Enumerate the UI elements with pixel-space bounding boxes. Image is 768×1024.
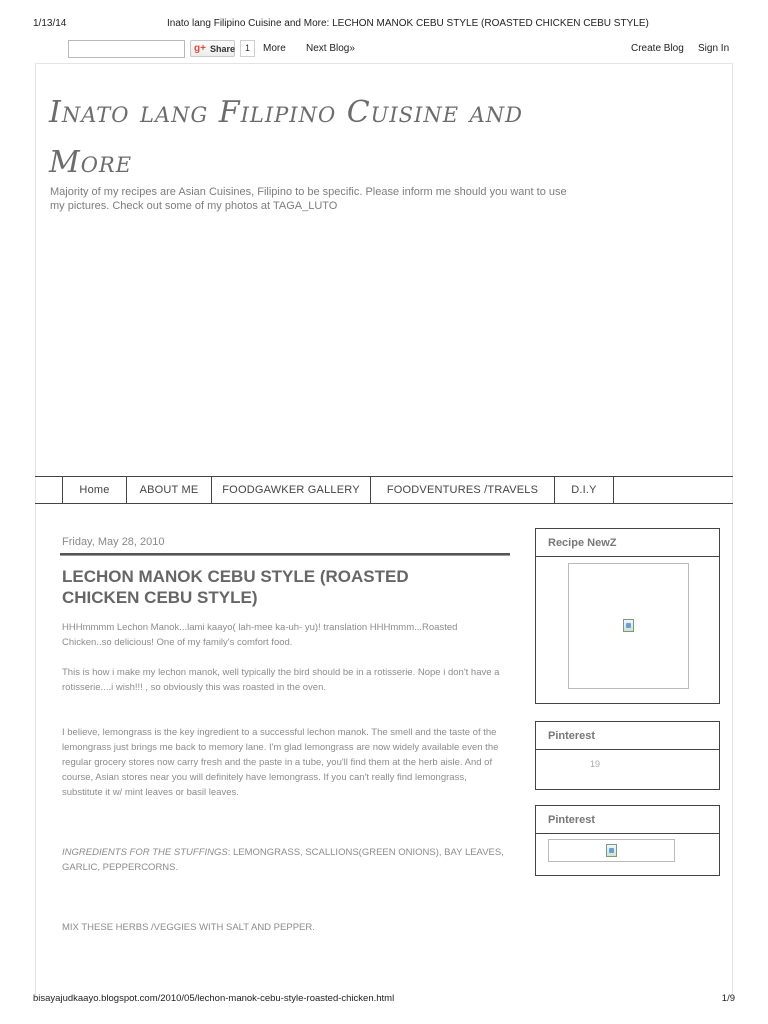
blogger-navbar [33, 38, 735, 62]
google-plus-share-button[interactable] [190, 40, 235, 57]
ingredients-label: INGREDIENTS FOR THE STUFFINGS [62, 847, 228, 858]
print-date: 1/13/14 [33, 18, 67, 29]
pinterest-gadget [535, 721, 720, 790]
print-header [33, 18, 735, 32]
post-paragraph: I believe, lemongrass is the key ingredient to a successful lechon manok. The smell and the taste of the lemongrass just brings me back to memory lane. I'm glad lemongrass are now widely available even the regular grocery stores now carry fresh and the paste in a tube, you'll find them at the herb aisle. And of course, Asian stores near you will definitely have lemongrass. If you can't really find lemongrass, substitute it w/ mint leaves or basil leaves. [62, 727, 499, 798]
post-paragraph: This is how i make my lechon manok, well typically the bird should be in a rotisserie. Nope i don't have a rotisserie....i wish!!! , so obviously this was roasted in the oven. [62, 667, 500, 693]
gadget-title: Recipe NewZ [536, 529, 719, 557]
date-divider [60, 553, 510, 556]
create-blog-link[interactable]: Create Blog [631, 43, 684, 54]
next-blog-link[interactable]: Next Blog» [306, 43, 355, 54]
more-link[interactable]: More [263, 43, 286, 54]
blog-description: Majority of my recipes are Asian Cuisines, Filipino to be specific. Please inform me should you want to use my pictures. Check out some of my photos at TAGA_LUTO [50, 186, 567, 212]
pinterest-image-frame[interactable] [548, 839, 675, 862]
post-paragraph: HHHmmmm Lechon Manok...lami kaayo( lah-mee ka-uh- yu)! translation HHHmmm...Roasted Chicken..so delicious! One of my family's comfort food. [62, 622, 458, 648]
gadget-title: Pinterest [536, 722, 719, 750]
recipe-newz-gadget [535, 528, 720, 704]
post-paragraph: MIX THESE HERBS /VEGGIES WITH SALT AND PEPPER. [62, 922, 315, 933]
print-url: bisayajudkaayo.blogspot.com/2010/05/lechon-manok-cebu-style-roasted-chicken.html [33, 993, 395, 1004]
pinterest-gadget [535, 805, 720, 876]
print-title: Inato lang Filipino Cuisine and More: LECHON MANOK CEBU STYLE (ROASTED CHICKEN CEBU STYLE) [167, 18, 649, 29]
recipe-image-frame[interactable] [568, 563, 689, 689]
post-title[interactable]: LECHON MANOK CEBU STYLE (ROASTED CHICKEN CEBU STYLE) [62, 567, 409, 607]
post-date: Friday, May 28, 2010 [62, 536, 165, 548]
tab-about-me[interactable]: ABOUT ME [126, 477, 211, 504]
share-label: Share [209, 43, 235, 54]
tab-diy[interactable]: D.I.Y [554, 477, 614, 504]
tab-foodgawker-gallery[interactable]: FOODGAWKER GALLERY [211, 477, 370, 504]
broken-image-icon [623, 619, 634, 632]
tab-home[interactable]: Home [62, 477, 126, 504]
print-page-number: 1/9 [721, 993, 735, 1004]
tab-foodventures-travels[interactable]: FOODVENTURES /TRAVELS [370, 477, 554, 504]
share-count: 1 [240, 40, 255, 57]
search-input[interactable] [68, 40, 185, 58]
broken-image-icon [606, 844, 617, 857]
ingredients-text: : LEMONGRASS, SCALLIONS(GREEN ONIONS), BAY LEAVES, GARLIC, PEPPERCORNS. [62, 847, 504, 873]
pin-count: 19 [590, 759, 601, 769]
sign-in-link[interactable]: Sign In [698, 43, 730, 54]
blog-title[interactable]: Inato lang Filipino Cuisine and More [49, 95, 523, 180]
gadget-title: Pinterest [536, 806, 719, 834]
google-plus-icon: g+ [194, 43, 206, 54]
page-tabs [35, 476, 733, 504]
ingredients-paragraph [62, 845, 507, 875]
